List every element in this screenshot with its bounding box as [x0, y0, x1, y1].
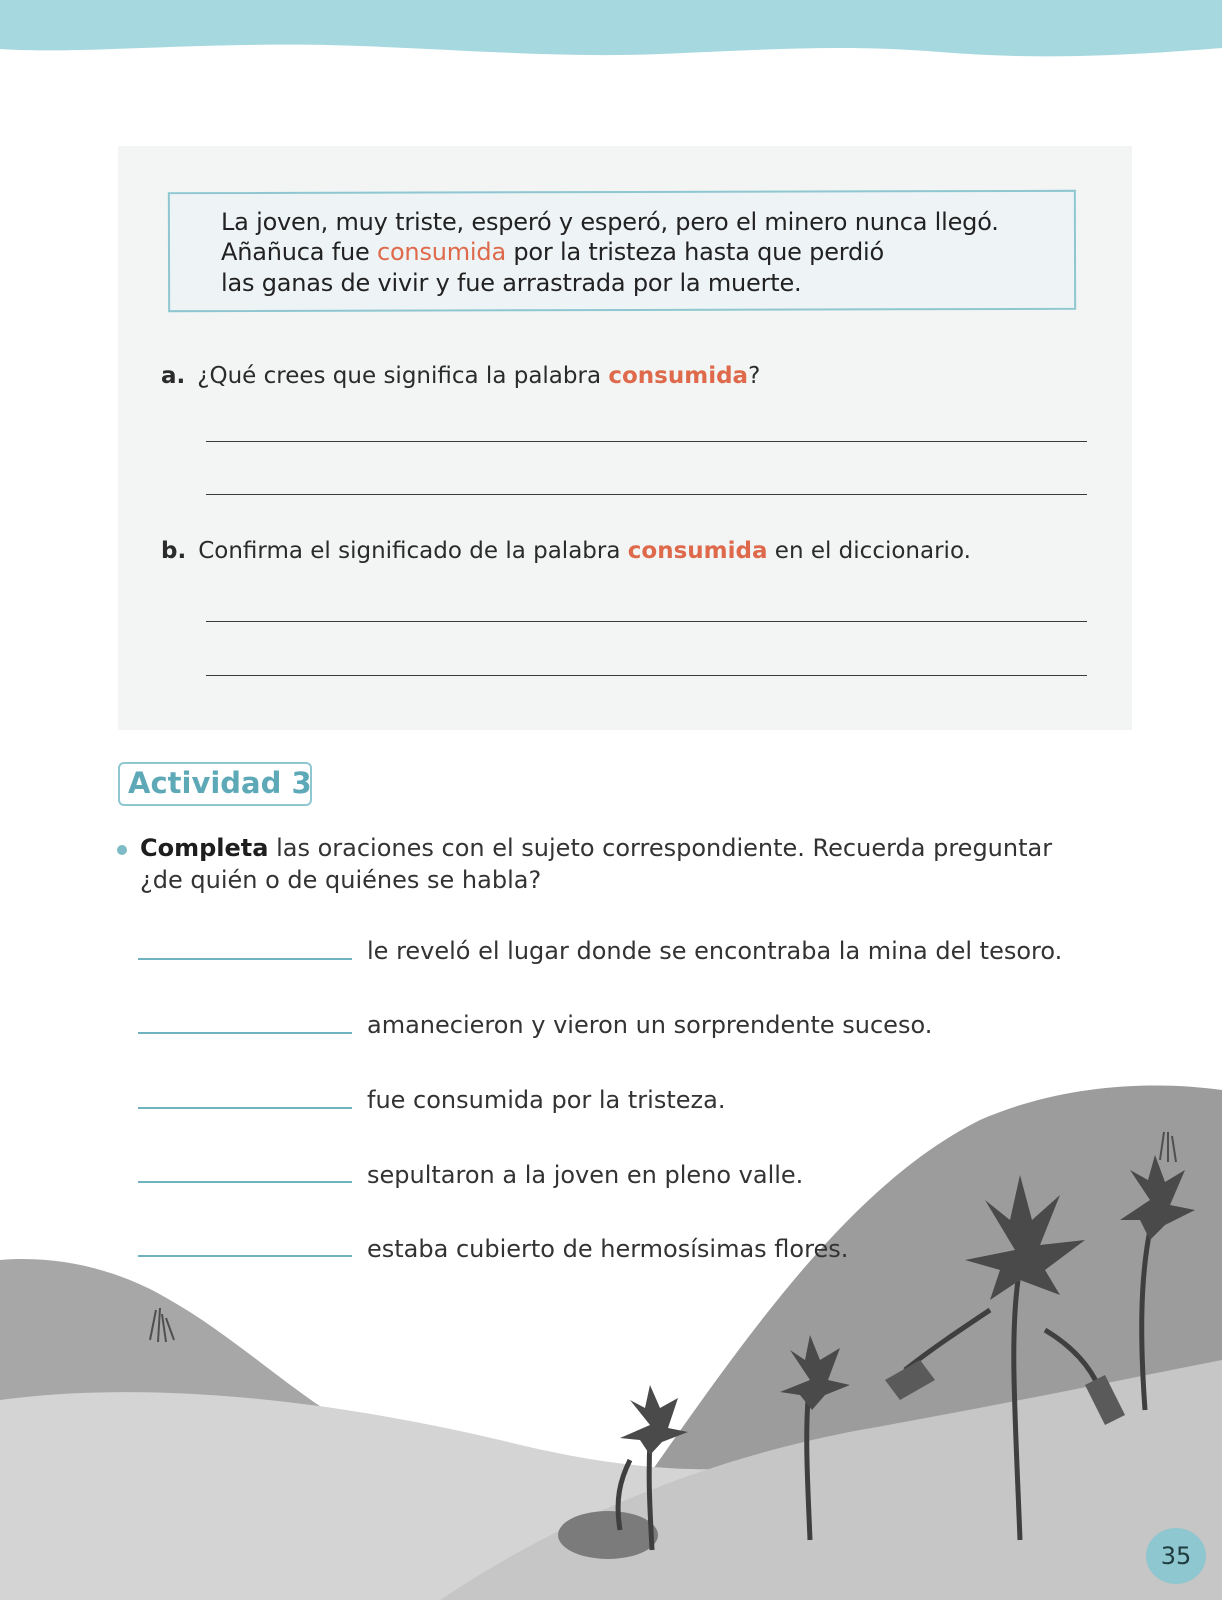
quote-line-1: La joven, muy triste, esperó y esperó, pero el minero nunca llegó. [221, 208, 999, 236]
sentence-3: fue consumida por la tristeza. [367, 1086, 726, 1114]
quote-line-2: Añañuca fue consumida por la tristeza hasta que perdió [221, 238, 884, 266]
instruction-bold: Completa [140, 834, 269, 862]
landscape-illustration [0, 1080, 1222, 1600]
sentence-2: amanecieron y vieron un sorprendente suceso. [367, 1011, 933, 1039]
top-wave-banner [0, 0, 1222, 70]
subject-blank-1[interactable] [138, 958, 352, 960]
activity-title: Actividad 3 [128, 766, 312, 800]
question-a: a. ¿Qué crees que significa la palabra consumida? [161, 363, 761, 389]
highlight-word: consumida [608, 363, 749, 389]
sentence-5: estaba cubierto de hermosísimas flores. [367, 1235, 849, 1263]
sentence-1: le reveló el lugar donde se encontraba la mina del tesoro. [367, 937, 1063, 965]
highlight-word: consumida [627, 538, 768, 564]
activity-instruction-line-1: Completa las oraciones con el sujeto correspondiente. Recuerda preguntar [140, 834, 1053, 862]
sentence-4: sepultaron a la joven en pleno valle. [367, 1161, 804, 1189]
subject-blank-4[interactable] [138, 1181, 352, 1183]
subject-blank-2[interactable] [138, 1032, 352, 1034]
answer-line-a1[interactable] [206, 441, 1087, 442]
subject-blank-3[interactable] [138, 1107, 352, 1109]
highlight-word: consumida [376, 238, 506, 266]
question-b: b. Confirma el significado de la palabra consumida en el diccionario. [161, 538, 971, 564]
question-letter: a. [161, 363, 186, 389]
subject-blank-5[interactable] [138, 1255, 352, 1257]
answer-line-b1[interactable] [206, 621, 1087, 622]
answer-line-a2[interactable] [206, 494, 1087, 495]
page-number: 35 [1146, 1528, 1206, 1584]
quote-line-3: las ganas de vivir y fue arrastrada por la muerte. [221, 269, 802, 297]
bullet-dot [117, 845, 127, 855]
answer-line-b2[interactable] [206, 675, 1087, 676]
activity-instruction-line-2: ¿de quién o de quiénes se habla? [140, 866, 542, 894]
question-letter: b. [161, 538, 187, 564]
